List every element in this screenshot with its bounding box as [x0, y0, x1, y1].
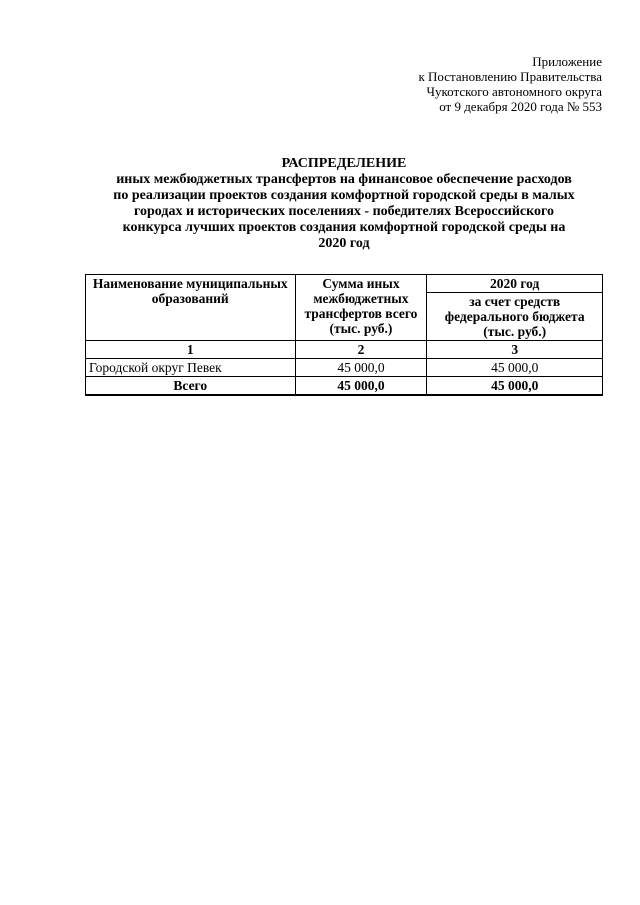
header-year: 2020 год — [427, 275, 603, 293]
title-line: по реализации проектов создания комфортной городской среды в малых — [113, 188, 575, 203]
title-line: иных межбюджетных трансфертов на финансовое обеспечение расходов — [116, 172, 572, 187]
appendix-region: Чукотского автономного округа — [426, 84, 602, 99]
appendix-date-number: от 9 декабря 2020 года № 553 — [439, 99, 602, 114]
total-amount: 45 000,0 — [295, 377, 427, 396]
total-row — [86, 377, 603, 396]
column-number-row — [86, 341, 603, 359]
column-number: 1 — [86, 341, 296, 359]
title-line: 2020 год — [318, 236, 370, 251]
header-total-sum: Сумма иных межбюджетных трансфертов всего (тыс. руб.) — [295, 275, 427, 341]
appendix-decree: к Постановлению Правительства — [418, 69, 602, 84]
total-amount: 45 000,0 — [295, 359, 427, 377]
column-number: 2 — [295, 341, 427, 359]
table-row — [86, 359, 603, 377]
total-label: Всего — [86, 377, 296, 396]
document-title — [84, 156, 604, 252]
total-federal-amount: 45 000,0 — [427, 377, 603, 396]
header-municipality: Наименование муниципальных образований — [86, 275, 296, 341]
federal-amount: 45 000,0 — [427, 359, 603, 377]
title-heading: РАСПРЕДЕЛЕНИЕ — [281, 156, 407, 171]
distribution-table — [85, 274, 603, 396]
table-header-row — [86, 275, 603, 293]
appendix-label: Приложение — [532, 54, 602, 69]
column-number: 3 — [427, 341, 603, 359]
appendix-header — [418, 54, 602, 114]
title-line: конкурса лучших проектов создания комфортной городской среды на — [122, 220, 566, 235]
municipality-name: Городской округ Певек — [86, 359, 296, 377]
title-line: городах и исторических поселениях - победителях Всероссийского — [133, 204, 555, 219]
header-federal-budget: за счет средств федерального бюджета (тыс. руб.) — [427, 293, 603, 341]
